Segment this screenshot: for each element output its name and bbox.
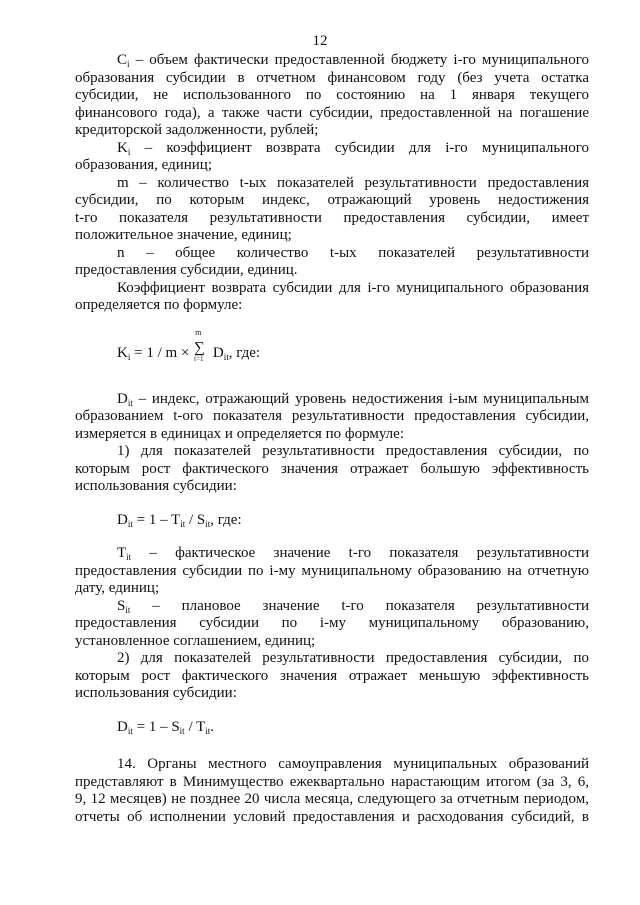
formula-tail: . <box>210 718 215 735</box>
paragraph-tit-definition <box>75 545 589 598</box>
paragraph-section-14 <box>75 756 589 826</box>
symbol-c: C <box>117 52 128 68</box>
text-line: Коэффициент возврата субсидии для i-го муниципального образования <box>117 279 589 296</box>
formula-dit-2 <box>75 719 589 737</box>
formula-symbol: D <box>117 718 128 735</box>
document-body <box>75 52 589 826</box>
subscript: it <box>125 604 131 615</box>
text-line: предоставления субсидии по i-му муниципальному образованию, <box>75 615 589 631</box>
text-fragment: – коэффициент возврата субсидии для i-го муниципального <box>130 139 589 156</box>
symbol-k: K <box>117 139 128 156</box>
page-number: 12 <box>312 33 328 49</box>
text-line: дату, единиц; <box>75 580 160 596</box>
formula-expression <box>117 719 589 737</box>
symbol-t: T <box>117 545 127 561</box>
sum-upper-limit: m <box>195 327 202 337</box>
formula-ki <box>75 329 589 371</box>
text-line: образованием t-ого показателя результативности предоставления субсидии, <box>75 408 589 424</box>
formula-dit-1 <box>75 512 589 530</box>
subscript: it <box>179 725 185 736</box>
formula-operator: / T <box>184 718 206 735</box>
subscript: it <box>126 552 132 562</box>
text-fragment: – объем фактически предоставленной бюджету i-го муниципального <box>129 52 589 68</box>
text-line: использования субсидии: <box>75 478 237 494</box>
text-line <box>75 52 589 70</box>
text-line: определяется по формуле: <box>75 297 243 313</box>
formula-operator: = 1 / m × <box>130 344 194 361</box>
summation-sign <box>194 327 208 363</box>
text-line <box>75 140 589 158</box>
symbol-d: D <box>117 390 128 407</box>
text-line: использования субсидии: <box>75 685 237 701</box>
text-line: измеряется в единицах и определяется по формуле: <box>75 425 404 442</box>
text-line: финансового года), а также части субсидии, предоставленной на погашение <box>75 104 589 121</box>
text-line: положительное значение, единиц; <box>75 227 292 243</box>
formula-expression <box>117 512 589 530</box>
formula-operator: = 1 – S <box>132 718 180 735</box>
subscript: it <box>223 351 229 362</box>
text-line: субсидии, не использованного по состоянию на 1 января текущего <box>75 87 589 103</box>
subscript: i <box>127 146 131 157</box>
symbol-s: S <box>117 597 126 614</box>
text-line <box>75 391 589 409</box>
sum-lower-limit: t=1 <box>194 354 204 363</box>
paragraph-dit-definition <box>75 391 589 444</box>
formula-tail: , где: <box>228 344 261 361</box>
subscript: i <box>127 351 131 362</box>
paragraph-m-definition <box>75 175 589 245</box>
text-line: установленное соглашением, единиц; <box>75 632 316 649</box>
paragraph-ci-definition <box>75 52 589 140</box>
text-line: m – количество t-ых показателей результативности предоставления <box>117 174 589 191</box>
paragraph-item-1 <box>75 443 589 496</box>
text-line: которым рост фактического значения отражает меньшую эффективность <box>75 667 589 684</box>
subscript: it <box>205 518 211 529</box>
formula-operator: / S <box>185 511 206 528</box>
formula-symbol: D <box>209 344 224 361</box>
text-line <box>75 598 589 616</box>
text-line: субсидии, по которым индекс, отражающий уровень недостижения <box>75 192 589 208</box>
paragraph-ki-definition <box>75 140 589 175</box>
text-line: 2) для показателей результативности предоставления субсидии, по <box>117 650 589 666</box>
subscript: it <box>180 518 186 529</box>
text-line: представляют в Минимущество ежеквартально нарастающим итогом (за 3, 6, <box>75 773 589 790</box>
formula-symbol: K <box>117 344 128 361</box>
text-line: 14. Органы местного самоуправления муниципальных образований <box>117 756 589 772</box>
text-line: отчеты об исполнении условий предоставления и расходования субсидий, в <box>75 808 589 825</box>
paragraph-sit-definition <box>75 598 589 651</box>
text-fragment: – плановое значение t-го показателя результативности <box>130 597 589 614</box>
subscript: it <box>127 725 133 736</box>
sigma-symbol: ∑ <box>194 339 205 356</box>
text-line: предоставления субсидии, единиц. <box>75 262 298 278</box>
subscript: i <box>127 59 130 69</box>
text-line: 9, 12 месяцев) не позднее 20 числа месяца, следующего за отчетным периодом, <box>75 791 589 807</box>
paragraph-n-definition <box>75 245 589 280</box>
text-line: образования, единиц; <box>75 157 212 173</box>
formula-symbol: D <box>117 511 128 528</box>
paragraph-item-2 <box>75 650 589 703</box>
formula-tail: , где: <box>210 511 242 528</box>
text-line: 1) для показателей результативности предоставления субсидии, по <box>117 443 589 459</box>
paragraph-coefficient-intro <box>75 280 589 315</box>
text-line: образования субсидии в отчетном финансовом году (без учета остатка <box>75 69 589 86</box>
text-line: предоставления субсидии по i-му муниципальному образованию на отчетную <box>75 562 589 579</box>
text-fragment: – индекс, отражающий уровень недостижения i-ым муниципальным <box>132 390 589 407</box>
formula-operator: = 1 – T <box>132 511 181 528</box>
text-line: которым рост фактического значения отражает большую эффективность <box>75 460 589 477</box>
text-line: n – общее количество t-ых показателей результативности <box>117 244 589 261</box>
text-line <box>75 545 589 563</box>
text-line: кредиторской задолженности, рублей; <box>75 122 319 138</box>
formula-expression <box>117 327 261 363</box>
text-fragment: – фактическое значение t-го показателя результативности <box>131 545 589 561</box>
subscript: it <box>127 397 133 408</box>
subscript: it <box>127 518 133 529</box>
text-line: t-го показателя результативности предоставления субсидии, имеет <box>75 209 589 226</box>
subscript: it <box>205 725 211 736</box>
